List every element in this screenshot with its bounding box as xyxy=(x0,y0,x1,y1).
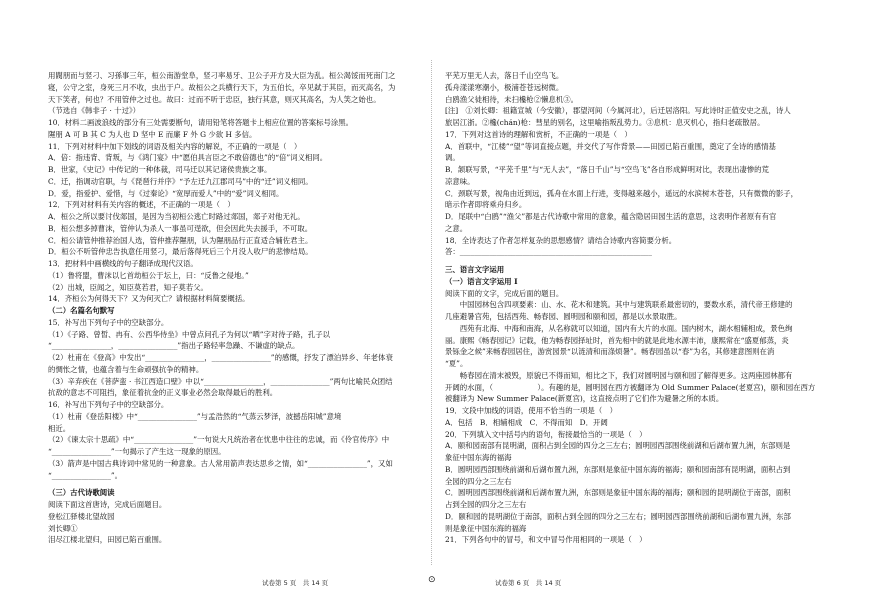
right-text-line: C．圆明园西部围绕前湖和后湖布置九洲，东部则是象征中国东海的福海；颐和园的昆明湖位于南部，面积 xyxy=(445,488,791,498)
left-text-line: （1）《子路、曾皙、冉有、公西华侍坐》中曾点问孔子为何以“哂”字对待子路，孔子以 xyxy=(48,329,331,339)
left-text-line: 登松江驿楼北望故园 xyxy=(48,511,115,521)
right-text-line: 占到全园的四分之三左右 xyxy=(445,500,527,509)
right-text-line: A．首联中，“江楼”“望”等词直接点题，并交代了写作背景——田园已陷百重围，奠定了全诗的感情基 xyxy=(445,141,776,151)
right-text-line: 景铄金之候”来畅春园居住，游赏园景“以涟清和而涤烦暑”。畅春园虽以“春”为名，其修建意图则在消 xyxy=(445,347,775,357)
right-text-line: C．颈联写景，视角由近到远，孤舟在水面上行进，变得越来越小，遥远的水滨树木苍苍，只有微微的影子， xyxy=(445,188,799,198)
right-text-line: A．包括 B．相辅相成 C．不得而知 D．开阔 xyxy=(445,417,608,427)
left-text-line: （二）名篇名句默写 xyxy=(48,306,115,315)
left-text-line: （2）《谏太宗十思疏》中“________________”一句说大凡统治者在忧患中往往的忠诚，而《伶官传序》中 xyxy=(48,435,390,445)
right-text-line: B．圆明园西部围绕前湖和后湖布置九洲，东部则是象征中国东海的福海；颐和园南部有昆明湖，面积占到 xyxy=(445,464,791,474)
left-text-line: 阅读下面这首唐诗，完成后面题目。 xyxy=(48,500,167,509)
left-text-line: 15．补写出下列句子中的空缺部分。 xyxy=(48,317,169,327)
page-number-left: 试卷第 5 页 共 14 页 xyxy=(262,579,329,587)
right-text-line: 暗示作者即将乘舟归乡。 xyxy=(445,200,527,210)
left-text-line: C．迁，指调动官职，与《琵琶行并序》“予左迁九江郡司马”中的“迁”词义相同。 xyxy=(48,176,313,186)
right-text-line: 象征中国东海的福海 xyxy=(445,453,512,462)
left-text-line: 13．把材料中画横线的句子翻译成现代汉语。 xyxy=(48,259,198,268)
left-text-line: 12．下列对材料有关内容的概述，不正确的一项是（ ） xyxy=(48,200,235,210)
right-text-line: 中国园林包含四项要素：山、水、花木和建筑。其中与建筑联系最密切的，要数水系，清代帝王修建的 xyxy=(445,300,793,310)
left-text-line: C．桓公请管仲推荐治国人选，管仲推荐隰朋，认为隰朋品行正直适合辅佐君主。 xyxy=(48,235,313,245)
left-text-line: 泪尽江楼北望归，田园已陷百重围。 xyxy=(48,535,167,545)
left-text-line: “________________，________________”指出子路轻率急躁、不谦虚的缺点。 xyxy=(48,341,300,351)
left-text-line: （三）古代诗歌阅读 xyxy=(48,488,115,498)
right-text-line: 开阔的水面，（ ）。有趣的是，圆明园在西方被翻译为 Old Summer Palace(老夏宫)，颐和园在西方 xyxy=(445,382,816,392)
left-text-line: （1）鲁将盟，曹沫以匕首劫桓公于坛上，曰：“反鲁之侵地。” xyxy=(48,270,249,280)
right-text-line: B．颔联写景，“平芜千里”与“无人去”，“落日千山”与“空鸟飞”各自形成鲜明对比，表现出凄惨的荒 xyxy=(445,165,769,174)
left-text-line: （节选自《韩非子 · 十过》） xyxy=(48,106,141,116)
right-text-line: [注] ①刘长卿：祖籍宣城（今安徽），郡望河间（今属河北），后迁居洛阳。写此诗时正值安史之乱，诗人 xyxy=(445,106,791,116)
right-text-line: 孤舟漾漾寒潮小，极浦苍苍远树微。 xyxy=(445,82,564,92)
right-text-line: D．尾联中“白鸥”“渔父”都是古代诗歌中常用的意象，蕴含隐居田园生活的意思，这表明作者原有有官 xyxy=(445,212,777,221)
right-text-line: 阅读下面的文字，完成后面的题目。 xyxy=(445,288,564,298)
left-text-line: 天下笑者，何也？不用管仲之过也。故曰：过而不听于忠臣，独行其意，则灭其高名，为人笑之始也。 xyxy=(48,94,381,104)
right-text-line: 调。 xyxy=(445,153,460,163)
left-text-line: 11．下列对材料中加下划线的词语及相关内容的解说，不正确的一项是（ ） xyxy=(48,141,302,151)
left-text-line: 抗敌的意志不可阻挡，象征着抗金的正义事业必然会取得最后的胜利。 xyxy=(48,388,278,398)
left-text-line: B．世家，《史记》中传记的一种体裁，司马迁以其记诸侯贵族之事。 xyxy=(48,165,272,174)
page-number-right: 试卷第 6 页 共 14 页 xyxy=(495,579,562,587)
left-text-line: 的惆怅之情，也蕴含着与生命顽强抗争的精神。 xyxy=(48,364,204,374)
right-text-line: D．颐和园的昆明湖位于南部，面积占到全园的四分之三左右；圆明园西部围绕前湖和后湖布置九洲，东部 xyxy=(445,511,791,521)
right-text-line: 20．下列填入文中括号内的语句，衔接最恰当的一项是（ ） xyxy=(445,429,647,439)
left-text-line: （2）出城，臣闻之，知臣莫若君，知子莫若父。 xyxy=(48,282,208,292)
left-text-line: “________________”。 xyxy=(48,470,123,480)
left-text-line: （1）杜甫《登岳阳楼》中“________________”与孟浩然的“气蒸云梦泽，波撼岳阳城”意境 xyxy=(48,411,342,421)
right-text-line: “夏”。 xyxy=(445,359,468,368)
right-text-line: 19．文段中加线的词语，使用不恰当的一项是（ ） xyxy=(445,406,618,415)
right-text-line: 畅春园在清末被毁，原貌已不得而知，相比之下，我们对圆明园与颐和园了解得更多。这两座园林都有 xyxy=(445,370,793,380)
right-text-line: 21．下列各句中的冒号，和文中冒号作用相同的一项是（ ） xyxy=(445,535,647,545)
right-text-line: 之意。 xyxy=(445,223,468,233)
right-text-line: 三、语言文字运用 xyxy=(445,265,505,274)
left-page-column xyxy=(48,70,438,546)
right-text-line: 丽。康熙《畅春园记》记载，他为畅春园择址时，首先相中的就是此地水源丰沛，康熙常在“盛夏郁蒸，炎 xyxy=(445,335,789,345)
left-text-line: （3）箭声是中国古典诗词中常见的一种意象。古人常用箭声表达思乡之情，如“________________”，又如 xyxy=(48,458,393,468)
left-text-line: 用閥朋而与竖刁、习孫事三年，桓公南游堂阜，竖刁率易牙、卫公子开方及大臣为乱。桓公渴馁而死南门之 xyxy=(48,71,396,80)
left-text-line: 16．补写出下列句子中的空缺部分。 xyxy=(48,400,169,409)
right-text-line: 平芜万里无人去，落日千山空鸟飞。 xyxy=(445,71,564,80)
right-text-line: （一）语言文字运用 Ⅰ xyxy=(445,276,518,286)
right-text-line: 被翻译为 New Summer Palace(新夏宫)，这直接点明了它们作为避暑之所的本质。 xyxy=(445,394,724,404)
left-text-line: 14．齐桓公为何得天下？又为何灭亡？请根据材料简要概括。 xyxy=(48,294,250,304)
left-text-line: 寝，公守之室，身死三月不收，虫出于户。故桓公之兵横行天下，为五伯长，卒见弑于其臣，而灭高名，为 xyxy=(48,82,396,92)
right-text-line: 则是象征中国东海的福海 xyxy=(445,523,527,533)
left-text-line: 隰朋 A 可 B 其 C 为人也 D 坚中 E 而廉 F 外 G 少欲 H 多信。 xyxy=(48,129,257,139)
left-text-line: 10．材料二画波浪线的部分有三处需要断句，请用铅笔将答题卡上相应位置的答案标号涂黑。 xyxy=(48,118,354,127)
left-text-line: A．桓公之所以要讨伐郯国，是因为当初桓公逃亡时路过郯国，郯子对他无礼。 xyxy=(48,212,305,221)
right-page-column xyxy=(445,70,840,546)
left-text-line: D．桓公不听管仲忠告执意任用竖刁，最后落得死后三个月没人收尸的悲惨结局。 xyxy=(48,247,313,257)
right-text-line: A．颐和园南部有昆明湖，面积占到全园的四分之三左右；圆明园西部围绕前湖和后湖布置九洲，东部则是 xyxy=(445,441,791,451)
left-text-line: 刘长卿① xyxy=(48,523,78,533)
left-text-line: 相近。 xyxy=(48,423,71,433)
binding-hole-icon: ⊙ xyxy=(428,575,436,585)
right-text-line: 旅居江浙。②欃(chán)枪：彗星的别名，这里喻指叛乱势力。③息机：息灭机心，指归老疏散居。 xyxy=(445,118,765,127)
left-text-line: D．爱，指爱护、爱惜，与《过秦论》“宽厚而爱人”中的“爱”词义相同。 xyxy=(48,188,284,198)
right-text-line: 凉意味。 xyxy=(445,176,475,186)
right-text-line: 几座避暑宫苑，包括西苑、畅春园、圆明园和颐和园，都是以水景取胜。 xyxy=(445,312,682,321)
right-text-line: 17．下列对这首诗的理解和赏析，不正确的一项是（ ） xyxy=(445,129,632,139)
right-text-line: 答：____________________________________________________ xyxy=(445,247,652,257)
right-text-line: 全园的四分之三左右 xyxy=(445,476,512,486)
left-text-line: B．桓公想多掉曹沫，管仲认为杀人一事虽可逞欲，但会因此失去援手，不可取。 xyxy=(48,223,313,233)
right-text-line: 18．全诗表达了作者怎样复杂的思想感情？请结合诗歌内容简要分析。 xyxy=(445,235,677,245)
left-text-line: （3）辛弃疾在《菩萨蛮 · 书江西造口壁》中以“________________，________________”两句比喻民众团结 xyxy=(48,376,393,386)
left-text-line: “________________”一句揭示了产生这一现象的原因。 xyxy=(48,447,226,456)
left-text-line: （2）杜甫在《登高》中发出“________________，________________”的感慨，抒发了漂泊异乡、年老体衰 xyxy=(48,353,393,362)
left-text-line: A．倍：指违背、背叛，与《鸿门宴》中“愿伯具言臣之不敢倍德也”的“倍”词义相同。 xyxy=(48,153,328,163)
right-text-line: 白鸥渔父徒相待，未扫欃枪②懒息机③。 xyxy=(445,94,579,104)
right-text-line: 西苑有北海、中海和南海，从名称就可以知道，国内有大片的水面。国内树木，湖水相辅相成，景色绚 xyxy=(445,323,793,333)
